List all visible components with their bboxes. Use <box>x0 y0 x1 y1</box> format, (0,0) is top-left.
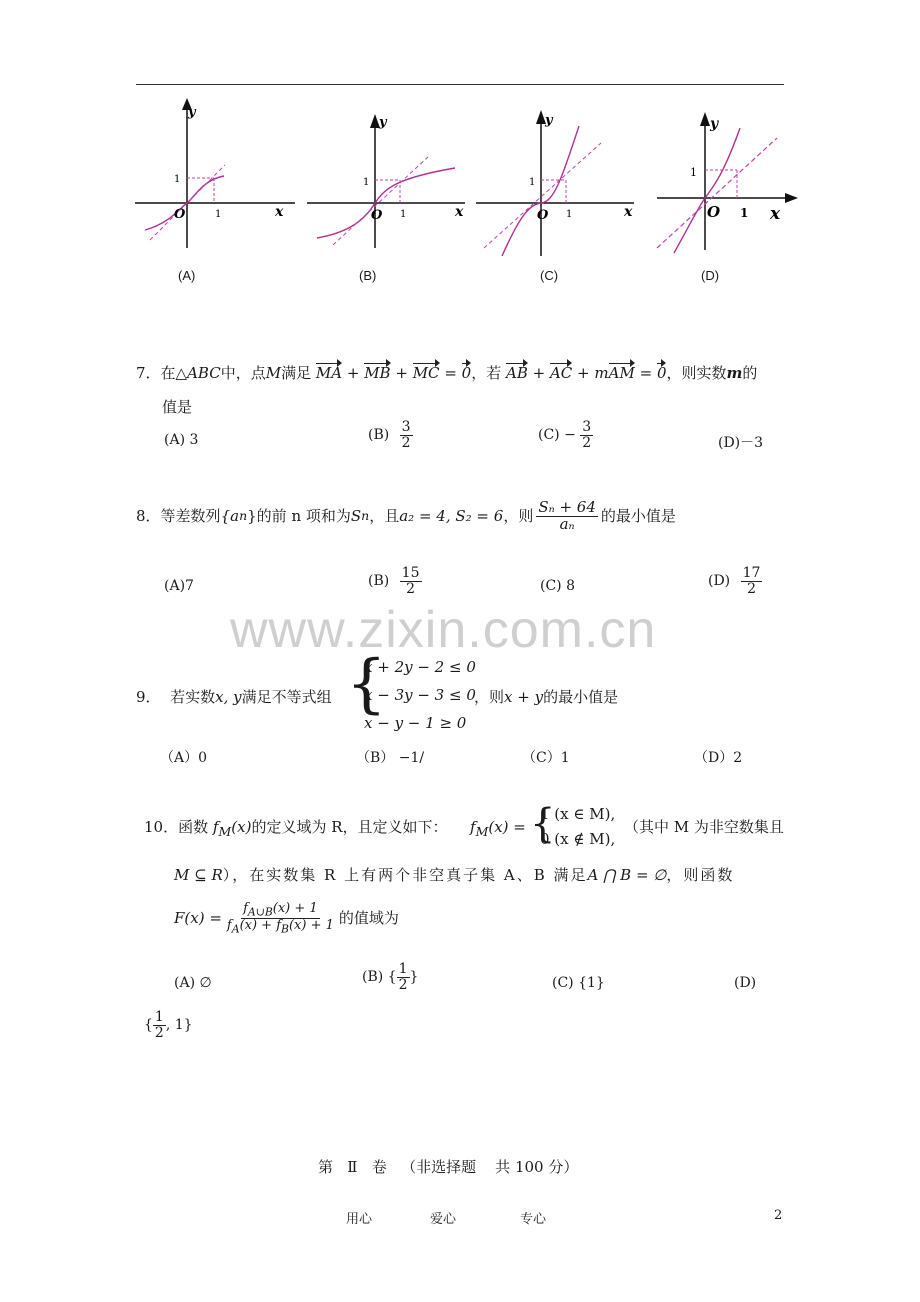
numerator: Sₙ + 64 <box>538 498 596 516</box>
case-1: 1 (x ∈ M), <box>540 805 616 823</box>
tick-label-y: 1 <box>174 174 181 185</box>
triangle-name: ABC <box>187 364 221 382</box>
graph-c <box>474 98 654 258</box>
q10-option-d-value <box>144 1010 193 1040</box>
question-9-tail <box>474 686 618 708</box>
tick-label-x: 1 <box>215 209 222 220</box>
q7-option-d: (D)－3 <box>718 435 764 451</box>
denominator: 2 <box>582 434 592 451</box>
function-F: F(x) = <box>174 909 222 928</box>
variable-m: m <box>726 364 743 382</box>
inequality-2: x − 3y − 3 ≤ 0 <box>364 686 476 704</box>
subset-expression: M ⊆ R <box>174 866 223 884</box>
x-label: x <box>624 204 633 220</box>
x-label: x <box>275 204 284 220</box>
text: ，则实数 <box>666 364 727 382</box>
y-label: y <box>545 113 553 128</box>
vector-ac: AC <box>549 364 573 382</box>
function-definition <box>470 816 526 843</box>
subscript: M <box>218 824 232 839</box>
question-number: 8． <box>136 507 161 526</box>
graph-label-a: (A) <box>178 268 196 283</box>
graph-b <box>305 98 485 258</box>
q7-option-c <box>538 420 593 450</box>
question-number: 9． <box>136 688 161 706</box>
subscript: n <box>361 508 370 524</box>
x-label: x <box>455 204 464 220</box>
text: } <box>409 969 419 986</box>
q7-option-b <box>368 420 413 450</box>
subscript: A∪B <box>247 905 273 919</box>
y-label: y <box>710 116 719 132</box>
subscript: B <box>281 922 289 936</box>
tick-label-x: 1 <box>740 206 749 220</box>
question-10-line3 <box>174 902 399 935</box>
variables: x, y <box>215 688 242 706</box>
sequence-end: } <box>247 507 257 526</box>
inequality-3: x − y − 1 ≥ 0 <box>364 714 467 732</box>
text: 的前 n 项和为 <box>256 507 351 526</box>
y-label: y <box>379 115 387 130</box>
text: , 1} <box>165 1017 193 1034</box>
fraction <box>400 566 422 596</box>
text: 等差数列 <box>160 507 221 526</box>
y-arrow-icon <box>700 112 710 126</box>
numerator: 3 <box>582 419 592 435</box>
denominator: aₙ <box>559 514 575 533</box>
subscript: A <box>231 922 240 936</box>
tick-label-x: 1 <box>566 209 573 220</box>
f: f <box>243 901 248 916</box>
curve <box>674 128 740 253</box>
text: 的最小值是 <box>600 507 676 526</box>
subscript: n <box>239 508 248 524</box>
footer-text-2: 爱心 <box>430 1212 457 1227</box>
numerator: 1 <box>398 961 408 977</box>
fraction <box>536 500 598 533</box>
text: 的值域为 <box>338 909 399 928</box>
denominator: 2 <box>154 1024 164 1041</box>
q9-option-d: （D）2 <box>694 750 743 766</box>
numerator: 3 <box>401 419 411 435</box>
f: f <box>226 917 232 933</box>
text: 满足不等式组 <box>241 688 332 706</box>
q8-option-d <box>708 566 762 596</box>
expression: x + y <box>504 688 544 706</box>
text: 满足 <box>281 364 312 382</box>
vector-mb: MB <box>364 364 391 382</box>
variable-m: m <box>594 364 609 382</box>
origin-label: O <box>371 208 383 223</box>
vector-mc: MC <box>412 364 440 382</box>
text: 函数 <box>178 818 209 836</box>
graph-label-c: (C) <box>540 268 559 283</box>
graph-label-b: (B) <box>359 268 377 283</box>
fraction <box>580 420 593 450</box>
zero-vector: 0 <box>461 364 472 382</box>
numerator: 1 <box>154 1009 164 1025</box>
section-heading: 第 Ⅱ 卷 （非选择题 共 100 分） <box>318 1158 579 1176</box>
dashed-line <box>333 157 428 245</box>
left-brace-icon: { <box>346 647 387 721</box>
origin-label: O <box>174 207 186 222</box>
q10-option-a: (A) ∅ <box>174 975 212 991</box>
question-number: 7． <box>136 364 161 382</box>
denominator <box>225 919 336 935</box>
text: ，若 <box>471 364 502 382</box>
text: ，则 <box>474 688 505 706</box>
argument: (x) <box>231 818 252 836</box>
text: { <box>144 1017 153 1034</box>
q7-option-a: (A) 3 <box>164 432 199 448</box>
lhs: (x) = <box>488 818 526 836</box>
fraction <box>400 420 413 450</box>
dashed-line <box>484 143 601 248</box>
text: 的 <box>742 364 758 382</box>
watermark: www.zixin.com.cn <box>230 601 657 659</box>
q9-option-c: （C）1 <box>522 750 570 766</box>
fraction <box>397 962 410 992</box>
function-f: f <box>212 818 219 836</box>
text: (x) + 1 <box>272 901 318 916</box>
page-number: 2 <box>774 1208 783 1223</box>
q10-option-c: (C) {1} <box>552 975 605 991</box>
y-label: y <box>188 105 196 120</box>
fraction <box>153 1010 166 1040</box>
question-7-line1: 7．在△ABC中，点M满足 MA + MB + MC = 0，若 AB + AC + mAM = 0，则实数m的 <box>136 364 758 382</box>
question-10-line1 <box>144 816 448 843</box>
option-label: (D) <box>708 573 731 590</box>
question-9-text <box>136 686 332 708</box>
numerator: 15 <box>401 565 420 581</box>
q9-option-b: （B） −1/ <box>356 750 425 766</box>
text: 在△ <box>160 364 188 382</box>
x-arrow-icon <box>785 193 798 203</box>
fraction <box>741 566 763 596</box>
text: (x) + f <box>239 917 282 933</box>
question-7-line2: 值是 <box>162 398 193 416</box>
vector-am: AM <box>608 364 635 382</box>
zero-vector: 0 <box>656 364 667 382</box>
text: ，则 <box>503 507 534 526</box>
option-label: (C) − <box>538 427 576 444</box>
numerator: 17 <box>742 565 761 581</box>
option-label: (B) { <box>362 969 397 986</box>
text: 的定义域为 R，且定义如下： <box>251 818 448 836</box>
text: ，则函数 <box>666 866 735 884</box>
footer-text-1: 用心 <box>346 1212 373 1227</box>
origin-label: O <box>537 208 549 223</box>
dashed-line <box>657 138 777 248</box>
q8-option-b <box>368 566 422 596</box>
denominator: 2 <box>401 434 411 451</box>
tick-label-y: 1 <box>529 177 536 188</box>
condition: a₂ = 4, S₂ = 6 <box>399 507 504 526</box>
option-label: (B) <box>368 573 390 590</box>
question-10-line2 <box>174 864 734 886</box>
sum-symbol: S <box>350 507 362 526</box>
q8-option-a: (A)7 <box>164 578 194 594</box>
text: 的最小值是 <box>543 688 619 706</box>
text: ），在实数集 R 上有两个非空真子集 A、B 满足 <box>222 866 588 884</box>
q8-option-c: (C) 8 <box>540 578 575 594</box>
denominator: 2 <box>406 580 416 597</box>
subscript: M <box>475 824 489 839</box>
numerator <box>241 902 320 919</box>
text: (x) + 1 <box>288 917 334 933</box>
tick-label-x: 1 <box>400 209 407 220</box>
text: 中，点 <box>220 364 266 382</box>
denominator: 2 <box>398 976 408 993</box>
text: ，且 <box>369 507 400 526</box>
graph-d <box>652 98 832 258</box>
inequality-1: x + 2y − 2 ≤ 0 <box>364 658 476 676</box>
vector-ab: AB <box>506 364 528 382</box>
intersection-expression: A ⋂ B = ∅ <box>587 866 667 884</box>
denominator: 2 <box>747 580 756 597</box>
graph-label-d: (D) <box>701 268 720 283</box>
graph-a <box>130 98 310 258</box>
case-2: 0 (x ∉ M), <box>540 830 616 848</box>
question-10-paren: （其中 M 为非空数集且 <box>624 818 784 836</box>
top-rule <box>136 84 784 85</box>
x-label: x <box>770 204 781 224</box>
footer-text-3: 专心 <box>520 1212 547 1227</box>
tick-label-y: 1 <box>690 166 697 179</box>
sequence: {a <box>220 507 240 526</box>
question-number: 10． <box>144 818 179 836</box>
q10-option-b <box>362 962 418 992</box>
option-label: (B) <box>368 427 390 444</box>
tick-label-y: 1 <box>363 177 370 188</box>
function-f: f <box>470 818 476 836</box>
q10-option-d: (D) <box>734 975 757 991</box>
point-m: M <box>265 364 282 382</box>
q9-option-a: （A）0 <box>160 750 208 766</box>
text: 若实数 <box>170 688 216 706</box>
left-brace-icon: { <box>530 801 556 847</box>
vector-ma: MA <box>315 364 343 382</box>
origin-label: O <box>707 203 721 221</box>
question-8 <box>136 500 676 533</box>
fraction <box>225 902 336 935</box>
